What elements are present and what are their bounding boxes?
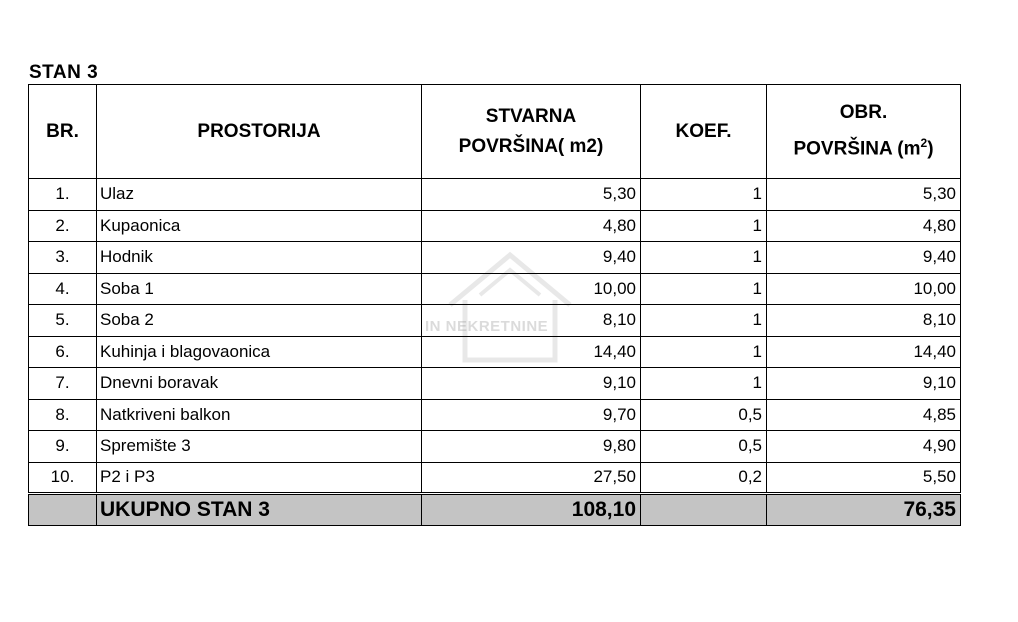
row-number: 9. xyxy=(29,431,97,463)
header-stvarna-line1: STVARNA xyxy=(485,105,577,127)
header-stvarna-povrsina xyxy=(422,85,641,179)
calculated-area: 8,10 xyxy=(767,305,961,337)
room-name: Ulaz xyxy=(97,179,422,211)
table-row xyxy=(29,462,961,494)
row-number: 5. xyxy=(29,305,97,337)
total-actual-area: 108,10 xyxy=(422,494,641,526)
coefficient: 1 xyxy=(641,305,767,337)
coefficient: 0,5 xyxy=(641,399,767,431)
calculated-area: 5,50 xyxy=(767,462,961,494)
coefficient: 1 xyxy=(641,273,767,305)
calculated-area: 5,30 xyxy=(767,179,961,211)
table-row xyxy=(29,399,961,431)
calculated-area: 14,40 xyxy=(767,336,961,368)
actual-area: 9,70 xyxy=(422,399,641,431)
coefficient: 1 xyxy=(641,210,767,242)
area-table xyxy=(28,84,961,526)
table-row xyxy=(29,179,961,211)
row-number: 6. xyxy=(29,336,97,368)
actual-area: 9,10 xyxy=(422,368,641,400)
calculated-area: 4,90 xyxy=(767,431,961,463)
header-obr-line2: POVRŠINA $(m^2)$ xyxy=(793,136,934,160)
actual-area: 5,30 xyxy=(422,179,641,211)
calculated-area: 4,85 xyxy=(767,399,961,431)
actual-area: 27,50 xyxy=(422,462,641,494)
room-name: Kupaonica xyxy=(97,210,422,242)
room-name: Soba 2 xyxy=(97,305,422,337)
row-number: 4. xyxy=(29,273,97,305)
total-label: UKUPNO STAN 3 xyxy=(97,494,422,526)
total-row xyxy=(29,494,961,526)
table-row xyxy=(29,210,961,242)
row-number: 10. xyxy=(29,462,97,494)
room-name: Soba 1 xyxy=(97,273,422,305)
coefficient: 1 xyxy=(641,336,767,368)
table-row xyxy=(29,431,961,463)
row-number: 2. xyxy=(29,210,97,242)
room-name: Kuhinja i blagovaonica xyxy=(97,336,422,368)
actual-area: 9,80 xyxy=(422,431,641,463)
actual-area: 8,10 xyxy=(422,305,641,337)
coefficient: 1 xyxy=(641,179,767,211)
coefficient: 0,2 xyxy=(641,462,767,494)
room-name: Dnevni boravak xyxy=(97,368,422,400)
total-coefficient-blank xyxy=(641,494,767,526)
header-br: BR. xyxy=(29,85,97,179)
total-calculated-area: 76,35 xyxy=(767,494,961,526)
row-number: 8. xyxy=(29,399,97,431)
calculated-area: 9,10 xyxy=(767,368,961,400)
table-title: STAN 3 xyxy=(29,62,99,83)
table-row xyxy=(29,336,961,368)
calculated-area: 4,80 xyxy=(767,210,961,242)
actual-area: 10,00 xyxy=(422,273,641,305)
row-number: 7. xyxy=(29,368,97,400)
room-name: Hodnik xyxy=(97,242,422,274)
row-number: 3. xyxy=(29,242,97,274)
calculated-area: 9,40 xyxy=(767,242,961,274)
header-stvarna-line2: POVRŠINA( m2) xyxy=(458,135,604,157)
header-row xyxy=(29,85,961,179)
watermark-text: IN NEKRETNINE xyxy=(425,318,549,335)
header-obr-line1: OBR. xyxy=(839,102,888,124)
actual-area: 9,40 xyxy=(422,242,641,274)
coefficient: 1 xyxy=(641,242,767,274)
header-prostorija: PROSTORIJA xyxy=(97,85,422,179)
header-obr-povrsina xyxy=(767,85,961,179)
calculated-area: 10,00 xyxy=(767,273,961,305)
row-number: 1. xyxy=(29,179,97,211)
coefficient: 1 xyxy=(641,368,767,400)
room-name: Spremište 3 xyxy=(97,431,422,463)
total-blank xyxy=(29,494,97,526)
header-koef: KOEF. xyxy=(641,85,767,179)
actual-area: 4,80 xyxy=(422,210,641,242)
actual-area: 14,40 xyxy=(422,336,641,368)
table-row xyxy=(29,242,961,274)
coefficient: 0,5 xyxy=(641,431,767,463)
table-row xyxy=(29,368,961,400)
table-row xyxy=(29,305,961,337)
table-row xyxy=(29,273,961,305)
room-name: Natkriveni balkon xyxy=(97,399,422,431)
room-name: P2 i P3 xyxy=(97,462,422,494)
